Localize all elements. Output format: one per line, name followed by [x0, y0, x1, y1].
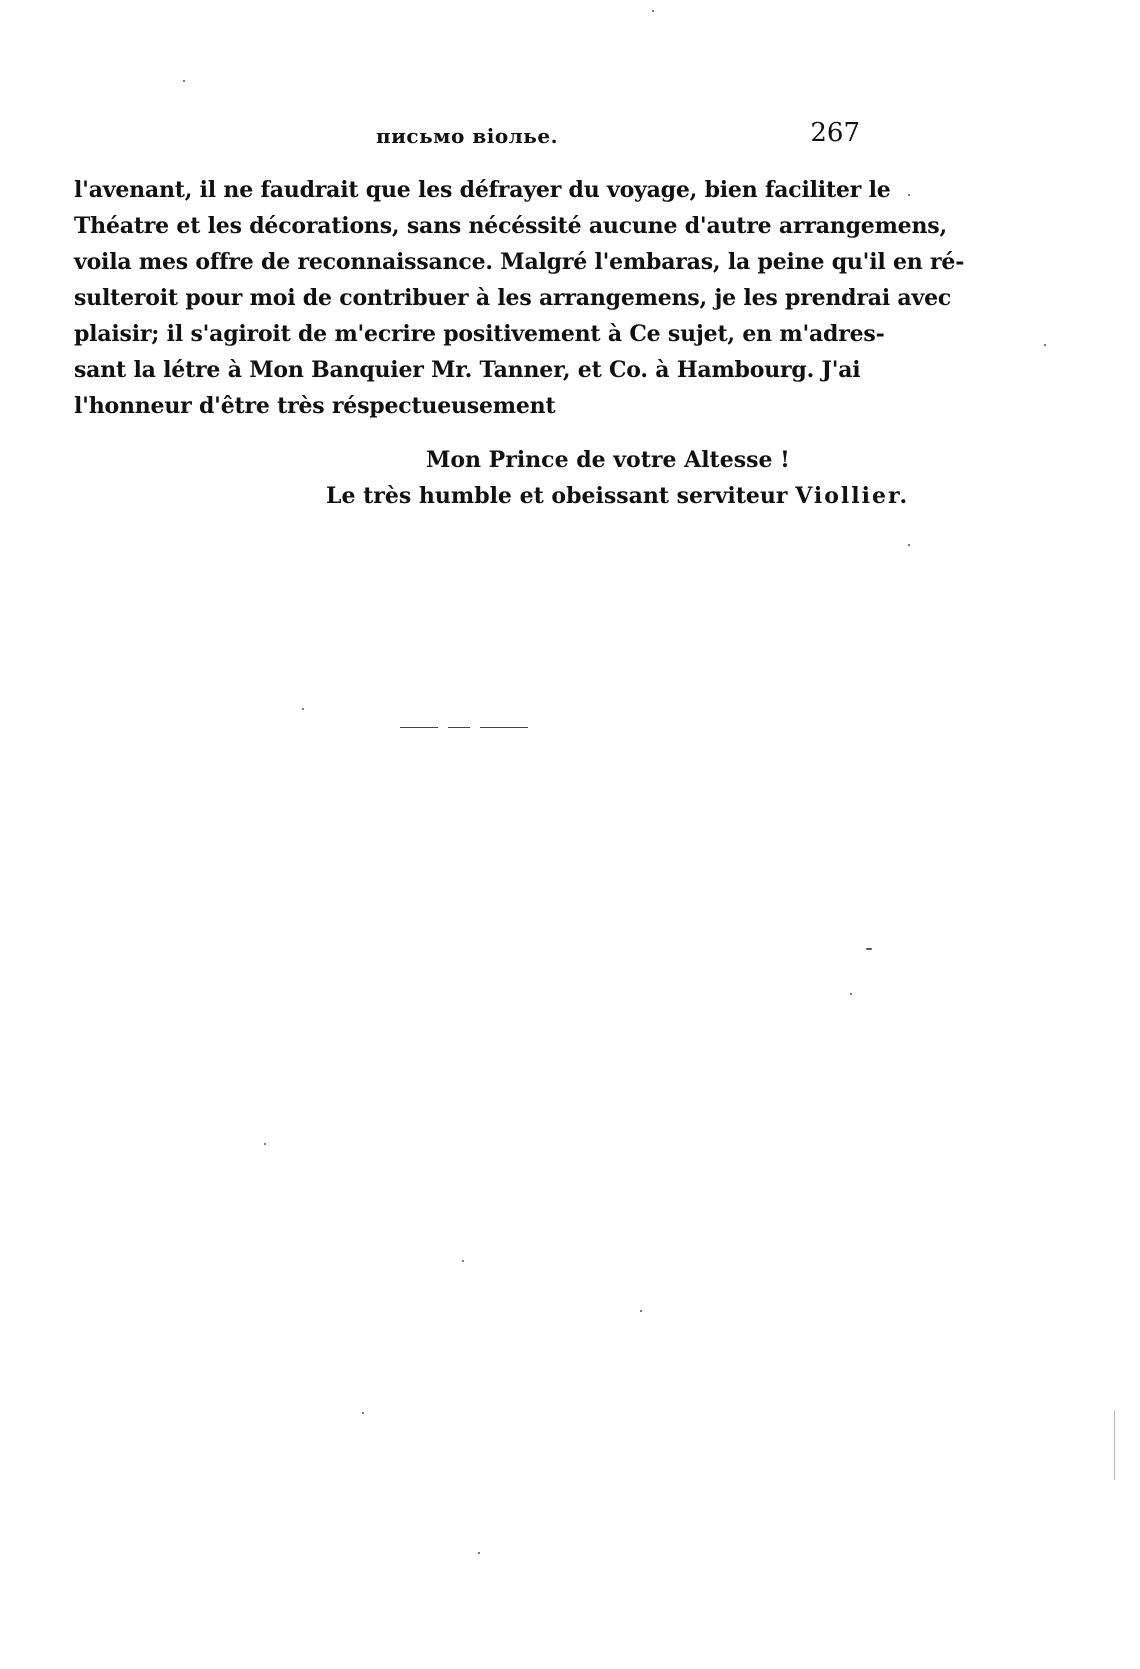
scan-speck: [850, 993, 852, 995]
scan-speck: [866, 948, 872, 950]
scan-speck: [908, 194, 910, 196]
text-line: plaisir; il s'agiroit de m'ecrire positivement à Ce sujet, en m'adres-: [74, 321, 885, 347]
scan-speck: [478, 1552, 480, 1554]
scan-speck: [183, 80, 185, 82]
scan-speck: [640, 1310, 642, 1312]
scan-speck: [1044, 344, 1046, 346]
scan-speck: [462, 1260, 464, 1262]
scan-speck: [302, 708, 304, 710]
scan-speck: [264, 1143, 266, 1145]
text-line: Théatre et les décorations, sans nécéssité aucune d'autre arrangemens,: [74, 213, 947, 239]
text-line: sulteroit pour moi de contribuer à les arrangemens, je les prendrai avec: [74, 285, 952, 311]
signature-line: [74, 478, 910, 514]
scan-speck: [652, 10, 654, 12]
signature-prefix: Le très humble et obeissant serviteur: [326, 483, 796, 509]
letter-closing: [74, 442, 910, 514]
section-divider: [400, 727, 528, 729]
divider-segment: [480, 727, 528, 728]
salutation: Mon Prince de votre Altesse !: [426, 447, 790, 473]
text-line: voila mes offre de reconnaissance. Malgré l'embaras, la peine qu'il en ré-: [74, 249, 965, 275]
divider-segment: [400, 727, 438, 728]
text-line: l'avenant, il ne faudrait que les défrayer du voyage, bien faciliter le: [74, 177, 891, 203]
divider-segment: [448, 727, 470, 728]
scan-speck: [908, 544, 910, 546]
text-line: l'honneur d'être très réspectueusement: [74, 393, 556, 419]
letter-body: [74, 172, 965, 424]
page-number: 267: [810, 118, 860, 148]
running-head: [74, 118, 860, 158]
signature-name: Viollier.: [795, 483, 910, 509]
scan-edge-mark: [1114, 1410, 1115, 1480]
text-line: sant la létre à Mon Banquier Mr. Tanner, et Co. à Hambourg. J'ai: [74, 357, 861, 383]
scan-speck: [362, 1412, 364, 1414]
running-title: письмо віолье.: [375, 124, 559, 148]
